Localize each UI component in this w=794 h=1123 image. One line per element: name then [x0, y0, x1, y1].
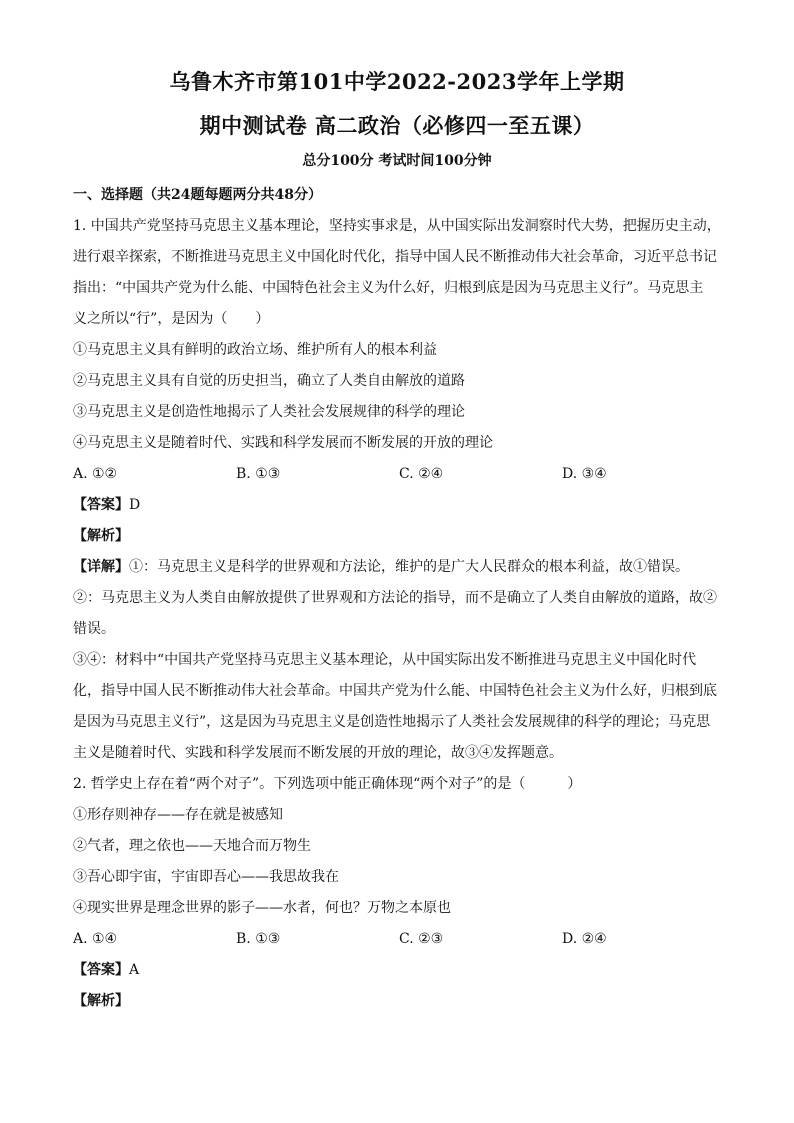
q2-answer — [73, 955, 725, 986]
section-heading: 一、选择题（共24题每题两分共48分） — [73, 187, 322, 203]
q1-statement: ①马克思主义具有鲜明的政治立场、维护所有人的根本利益 — [73, 342, 437, 358]
exam-title-line1: 乌鲁木齐市第101中学2022-2023学年上学期 — [169, 69, 625, 94]
q1-option-c: C. ②④ — [399, 466, 444, 482]
answer-tag: 【答案】 — [73, 497, 129, 513]
q2-statement: ④现实世界是理念世界的影子——水者，何也？万物之本原也 — [73, 900, 451, 916]
q2-statement: ③吾心即宇宙，宇宙即吾心——我思故我在 — [73, 869, 339, 885]
exam-title-line2: 期中测试卷 高二政治（必修四一至五课） — [199, 113, 595, 138]
q1-detail-line: ②：马克思主义为人类自由解放提供了世界观和方法论的指导，而不是确立了人类自由解放的道路，故② — [73, 590, 717, 606]
q2-stem: 2. 哲学史上存在着“两个对子”。下列选项中能正确体现“两个对子”的是（ ） — [73, 776, 582, 792]
q1-statement: ④马克思主义是随着时代、实践和科学发展而不断发展的开放的理论 — [73, 435, 493, 451]
q1-answer — [73, 490, 725, 521]
q1-detail-line — [73, 552, 725, 583]
q1-stem-line: 义之所以“行”，是因为（ ） — [73, 311, 270, 327]
q1-statement: ②马克思主义具有自觉的历史担当，确立了人类自由解放的道路 — [73, 373, 465, 389]
answer-value: D — [129, 497, 141, 513]
answer-tag: 【答案】 — [73, 962, 129, 978]
q2-option-c: C. ②③ — [399, 931, 444, 947]
q1-detail-line: 主义是随着时代、实践和科学发展而不断发展的开放的理论，故③④发挥题意。 — [73, 745, 563, 761]
q2-option-a: A. ①④ — [73, 931, 118, 947]
q1-analysis-tag: 【解析】 — [73, 528, 129, 544]
q2-options — [73, 924, 725, 955]
q1-stem-line: 1. 中国共产党坚持马克思主义基本理论，坚持实事求是，从中国实际出发洞察时代大势，把握历史主动， — [73, 218, 721, 234]
q2-statement: ①形存则神存——存在就是被感知 — [73, 807, 283, 823]
q1-option-b: B. ①③ — [236, 466, 281, 482]
q1-detail-line: ③④：材料中“中国共产党坚持马克思主义基本理论，从中国实际出发不断推进马克思主义中国化时代 — [73, 652, 697, 668]
q1-detail-line: 是因为马克思主义行”，这是因为马克思主义是创造性地揭示了人类社会发展规律的科学的理论；马克思 — [73, 714, 711, 730]
exam-content — [73, 180, 725, 1017]
q1-detail-line: 错误。 — [73, 621, 115, 637]
exam-subtitle: 总分100分 考试时间100分钟 — [302, 153, 492, 169]
q1-statement: ③马克思主义是创造性地揭示了人类社会发展规律的科学的理论 — [73, 404, 465, 420]
detail-text: ①：马克思主义是科学的世界观和方法论，维护的是广大人民群众的根本利益，故①错误。 — [129, 559, 689, 575]
q1-stem-line: 指出：“中国共产党为什么能、中国特色社会主义为什么好，归根到底是因为马克思主义行”。马克思主 — [73, 280, 704, 296]
q1-option-d: D. ③④ — [562, 466, 607, 482]
q2-option-d: D. ②④ — [562, 931, 607, 947]
q2-statement: ②气者，理之依也——天地合而万物生 — [73, 838, 311, 854]
q1-options — [73, 459, 725, 490]
q1-detail-line: 化，指导中国人民不断推动伟大社会革命。中国共产党为什么能、中国特色社会主义为什么好，归根到底 — [73, 683, 717, 699]
q2-option-b: B. ①③ — [236, 931, 281, 947]
q1-option-a: A. ①② — [73, 466, 118, 482]
q1-stem-line: 进行艰辛探索，不断推进马克思主义中国化时代化，指导中国人民不断推动伟大社会革命，习近平总书记 — [73, 249, 717, 265]
detail-tag: 【详解】 — [73, 559, 129, 575]
answer-value: A — [129, 962, 140, 978]
q2-analysis-tag: 【解析】 — [73, 993, 129, 1009]
